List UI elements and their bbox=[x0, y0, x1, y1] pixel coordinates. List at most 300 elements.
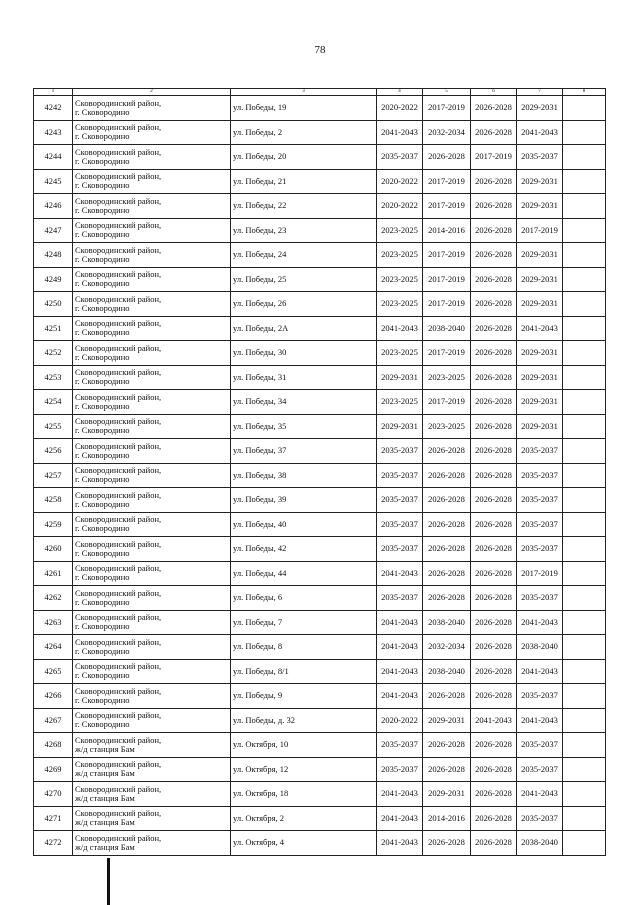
address-cell: ул. Победы, 34 bbox=[231, 390, 377, 415]
period-cell-4: 2041-2043 bbox=[377, 316, 423, 341]
row-number-cell: 4268 bbox=[34, 733, 73, 758]
period-cell-5: 2026-2028 bbox=[423, 463, 471, 488]
period-cell-4: 2041-2043 bbox=[377, 806, 423, 831]
period-cell-5: 2017-2019 bbox=[423, 341, 471, 366]
notes-cell bbox=[563, 365, 606, 390]
period-cell-5: 2026-2028 bbox=[423, 586, 471, 611]
row-number-cell: 4261 bbox=[34, 561, 73, 586]
period-cell-5: 2026-2028 bbox=[423, 684, 471, 709]
location-cell bbox=[73, 635, 231, 660]
notes-cell bbox=[563, 316, 606, 341]
row-number-cell: 4259 bbox=[34, 512, 73, 537]
period-cell-7: 2029-2031 bbox=[517, 390, 563, 415]
district-text: Сковородинский район, bbox=[75, 318, 162, 329]
settlement-text: г. Сковородино bbox=[75, 155, 130, 166]
column-header: 3 bbox=[231, 89, 377, 96]
district-text: Сковородинский район, bbox=[75, 661, 162, 672]
period-cell-5: 2026-2028 bbox=[423, 831, 471, 856]
table-row bbox=[34, 414, 606, 439]
address-cell: ул. Победы, 24 bbox=[231, 243, 377, 268]
location-cell bbox=[73, 561, 231, 586]
location-cell bbox=[73, 96, 231, 121]
period-cell-4: 2035-2037 bbox=[377, 537, 423, 562]
period-cell-4: 2041-2043 bbox=[377, 120, 423, 145]
table-row bbox=[34, 365, 606, 390]
period-cell-6: 2026-2028 bbox=[471, 341, 517, 366]
period-cell-4: 2029-2031 bbox=[377, 414, 423, 439]
notes-cell bbox=[563, 610, 606, 635]
period-cell-5: 2017-2019 bbox=[423, 169, 471, 194]
address-cell: ул. Октября, 18 bbox=[231, 782, 377, 807]
period-cell-4: 2023-2025 bbox=[377, 267, 423, 292]
period-cell-5: 2026-2028 bbox=[423, 512, 471, 537]
row-number-cell: 4271 bbox=[34, 806, 73, 831]
settlement-text: г. Сковородино bbox=[75, 523, 130, 534]
period-cell-5: 2026-2028 bbox=[423, 439, 471, 464]
period-cell-5: 2017-2019 bbox=[423, 267, 471, 292]
address-cell: ул. Победы, 21 bbox=[231, 169, 377, 194]
row-number-cell: 4267 bbox=[34, 708, 73, 733]
period-cell-7: 2041-2043 bbox=[517, 316, 563, 341]
period-cell-7: 2029-2031 bbox=[517, 414, 563, 439]
period-cell-7: 2041-2043 bbox=[517, 708, 563, 733]
row-number-cell: 4254 bbox=[34, 390, 73, 415]
row-number-cell: 4245 bbox=[34, 169, 73, 194]
row-number-cell: 4255 bbox=[34, 414, 73, 439]
period-cell-5: 2017-2019 bbox=[423, 96, 471, 121]
district-text: Сковородинский район, bbox=[75, 636, 162, 647]
location-cell bbox=[73, 708, 231, 733]
page-number: 78 bbox=[314, 44, 326, 56]
table-row bbox=[34, 831, 606, 856]
location-cell bbox=[73, 733, 231, 758]
row-number-cell: 4260 bbox=[34, 537, 73, 562]
table-row bbox=[34, 488, 606, 513]
district-text: Сковородинский район, bbox=[75, 734, 162, 745]
address-cell: ул. Победы, 40 bbox=[231, 512, 377, 537]
period-cell-4: 2029-2031 bbox=[377, 365, 423, 390]
table-row bbox=[34, 708, 606, 733]
period-cell-6: 2017-2019 bbox=[471, 145, 517, 170]
period-cell-4: 2041-2043 bbox=[377, 561, 423, 586]
period-cell-5: 2038-2040 bbox=[423, 316, 471, 341]
notes-cell bbox=[563, 218, 606, 243]
period-cell-7: 2035-2037 bbox=[517, 439, 563, 464]
location-cell bbox=[73, 463, 231, 488]
district-text: Сковородинский район, bbox=[75, 685, 162, 696]
column-header: 4 bbox=[377, 89, 423, 96]
notes-cell bbox=[563, 341, 606, 366]
period-cell-7: 2035-2037 bbox=[517, 757, 563, 782]
period-cell-6: 2026-2028 bbox=[471, 292, 517, 317]
notes-cell bbox=[563, 806, 606, 831]
table-row bbox=[34, 316, 606, 341]
settlement-text: ж/д станция Бам bbox=[75, 768, 135, 779]
address-cell: ул. Победы, 23 bbox=[231, 218, 377, 243]
settlement-text: г. Сковородино bbox=[75, 425, 130, 436]
district-text: Сковородинский район, bbox=[75, 538, 162, 549]
district-text: Сковородинский район, bbox=[75, 171, 162, 182]
table-row bbox=[34, 757, 606, 782]
period-cell-4: 2041-2043 bbox=[377, 782, 423, 807]
address-cell: ул. Победы, 19 bbox=[231, 96, 377, 121]
settlement-text: г. Сковородино bbox=[75, 351, 130, 362]
table-row bbox=[34, 561, 606, 586]
address-cell: ул. Победы, 2А bbox=[231, 316, 377, 341]
period-cell-4: 2035-2037 bbox=[377, 145, 423, 170]
location-cell bbox=[73, 831, 231, 856]
period-cell-7: 2035-2037 bbox=[517, 145, 563, 170]
notes-cell bbox=[563, 439, 606, 464]
period-cell-5: 2038-2040 bbox=[423, 610, 471, 635]
notes-cell bbox=[563, 586, 606, 611]
location-cell bbox=[73, 316, 231, 341]
period-cell-5: 2038-2040 bbox=[423, 659, 471, 684]
district-text: Сковородинский район, bbox=[75, 759, 162, 770]
address-cell: ул. Победы, 7 bbox=[231, 610, 377, 635]
period-cell-7: 2029-2031 bbox=[517, 292, 563, 317]
period-cell-7: 2035-2037 bbox=[517, 537, 563, 562]
period-cell-6: 2026-2028 bbox=[471, 586, 517, 611]
settlement-text: г. Сковородино bbox=[75, 474, 130, 485]
column-header: 6 bbox=[471, 89, 517, 96]
period-cell-4: 2041-2043 bbox=[377, 831, 423, 856]
period-cell-6: 2026-2028 bbox=[471, 120, 517, 145]
district-text: Сковородинский район, bbox=[75, 391, 162, 402]
period-cell-4: 2020-2022 bbox=[377, 96, 423, 121]
settlement-text: г. Сковородино bbox=[75, 719, 130, 730]
settlement-text: г. Сковородино bbox=[75, 229, 130, 240]
address-cell: ул. Победы, 20 bbox=[231, 145, 377, 170]
settlement-text: г. Сковородино bbox=[75, 278, 130, 289]
row-number-cell: 4263 bbox=[34, 610, 73, 635]
period-cell-4: 2020-2022 bbox=[377, 708, 423, 733]
table-row bbox=[34, 243, 606, 268]
location-cell bbox=[73, 782, 231, 807]
period-cell-6: 2026-2028 bbox=[471, 414, 517, 439]
notes-cell bbox=[563, 488, 606, 513]
period-cell-6: 2026-2028 bbox=[471, 194, 517, 219]
settlement-text: г. Сковородино bbox=[75, 694, 130, 705]
period-cell-4: 2023-2025 bbox=[377, 341, 423, 366]
period-cell-7: 2035-2037 bbox=[517, 733, 563, 758]
address-cell: ул. Победы, 39 bbox=[231, 488, 377, 513]
period-cell-7: 2035-2037 bbox=[517, 488, 563, 513]
period-cell-7: 2035-2037 bbox=[517, 684, 563, 709]
district-text: Сковородинский район, bbox=[75, 220, 162, 231]
settlement-text: ж/д станция Бам bbox=[75, 841, 135, 852]
notes-cell bbox=[563, 267, 606, 292]
period-cell-7: 2017-2019 bbox=[517, 218, 563, 243]
settlement-text: г. Сковородино bbox=[75, 498, 130, 509]
period-cell-4: 2035-2037 bbox=[377, 463, 423, 488]
location-cell bbox=[73, 684, 231, 709]
table-row bbox=[34, 341, 606, 366]
district-text: Сковородинский район, bbox=[75, 342, 162, 353]
table-header bbox=[34, 89, 606, 96]
row-number-cell: 4258 bbox=[34, 488, 73, 513]
district-text: Сковородинский район, bbox=[75, 465, 162, 476]
period-cell-6: 2026-2028 bbox=[471, 365, 517, 390]
column-header: 7 bbox=[517, 89, 563, 96]
housing-registry-table bbox=[33, 88, 606, 856]
notes-cell bbox=[563, 635, 606, 660]
settlement-text: г. Сковородино bbox=[75, 204, 130, 215]
table-row bbox=[34, 120, 606, 145]
period-cell-7: 2041-2043 bbox=[517, 610, 563, 635]
location-cell bbox=[73, 390, 231, 415]
period-cell-6: 2026-2028 bbox=[471, 757, 517, 782]
period-cell-7: 2035-2037 bbox=[517, 586, 563, 611]
settlement-text: г. Сковородино bbox=[75, 449, 130, 460]
settlement-text: г. Сковородино bbox=[75, 302, 130, 313]
row-number-cell: 4244 bbox=[34, 145, 73, 170]
notes-cell bbox=[563, 120, 606, 145]
period-cell-6: 2026-2028 bbox=[471, 267, 517, 292]
address-cell: ул. Победы, 25 bbox=[231, 267, 377, 292]
period-cell-6: 2026-2028 bbox=[471, 218, 517, 243]
district-text: Сковородинский район, bbox=[75, 97, 162, 108]
address-cell: ул. Победы, 42 bbox=[231, 537, 377, 562]
period-cell-7: 2038-2040 bbox=[517, 635, 563, 660]
table-row bbox=[34, 635, 606, 660]
table-row bbox=[34, 145, 606, 170]
table-row bbox=[34, 733, 606, 758]
district-text: Сковородинский район, bbox=[75, 440, 162, 451]
period-cell-4: 2041-2043 bbox=[377, 610, 423, 635]
period-cell-4: 2023-2025 bbox=[377, 292, 423, 317]
address-cell: ул. Победы, 35 bbox=[231, 414, 377, 439]
settlement-text: г. Сковородино bbox=[75, 400, 130, 411]
period-cell-6: 2026-2028 bbox=[471, 659, 517, 684]
table-row bbox=[34, 537, 606, 562]
period-cell-5: 2032-2034 bbox=[423, 635, 471, 660]
table-row bbox=[34, 96, 606, 121]
settlement-text: г. Сковородино bbox=[75, 572, 130, 583]
district-text: Сковородинский район, bbox=[75, 146, 162, 157]
period-cell-7: 2035-2037 bbox=[517, 463, 563, 488]
location-cell bbox=[73, 512, 231, 537]
period-cell-6: 2026-2028 bbox=[471, 831, 517, 856]
period-cell-6: 2026-2028 bbox=[471, 806, 517, 831]
period-cell-6: 2026-2028 bbox=[471, 635, 517, 660]
location-cell bbox=[73, 341, 231, 366]
settlement-text: г. Сковородино bbox=[75, 596, 130, 607]
address-cell: ул. Победы, 31 bbox=[231, 365, 377, 390]
table-row bbox=[34, 390, 606, 415]
address-cell: ул. Победы, 2 bbox=[231, 120, 377, 145]
location-cell bbox=[73, 488, 231, 513]
district-text: Сковородинский район, bbox=[75, 416, 162, 427]
address-cell: ул. Победы, 8/1 bbox=[231, 659, 377, 684]
district-text: Сковородинский район, bbox=[75, 489, 162, 500]
period-cell-6: 2026-2028 bbox=[471, 96, 517, 121]
period-cell-4: 2023-2025 bbox=[377, 218, 423, 243]
address-cell: ул. Победы, 8 bbox=[231, 635, 377, 660]
period-cell-7: 2041-2043 bbox=[517, 659, 563, 684]
address-cell: ул. Победы, 37 bbox=[231, 439, 377, 464]
period-cell-4: 2035-2037 bbox=[377, 733, 423, 758]
location-cell bbox=[73, 439, 231, 464]
period-cell-7: 2029-2031 bbox=[517, 365, 563, 390]
period-cell-6: 2026-2028 bbox=[471, 463, 517, 488]
row-number-cell: 4249 bbox=[34, 267, 73, 292]
notes-cell bbox=[563, 831, 606, 856]
location-cell bbox=[73, 267, 231, 292]
period-cell-7: 2029-2031 bbox=[517, 96, 563, 121]
location-cell bbox=[73, 659, 231, 684]
table-row bbox=[34, 610, 606, 635]
table-row bbox=[34, 194, 606, 219]
period-cell-5: 2014-2016 bbox=[423, 806, 471, 831]
row-number-cell: 4247 bbox=[34, 218, 73, 243]
row-number-cell: 4269 bbox=[34, 757, 73, 782]
period-cell-7: 2029-2031 bbox=[517, 341, 563, 366]
period-cell-5: 2017-2019 bbox=[423, 194, 471, 219]
settlement-text: г. Сковородино bbox=[75, 621, 130, 632]
district-text: Сковородинский район, bbox=[75, 587, 162, 598]
district-text: Сковородинский район, bbox=[75, 244, 162, 255]
address-cell: ул. Октября, 2 bbox=[231, 806, 377, 831]
period-cell-4: 2041-2043 bbox=[377, 659, 423, 684]
period-cell-7: 2035-2037 bbox=[517, 806, 563, 831]
period-cell-5: 2014-2016 bbox=[423, 218, 471, 243]
location-cell bbox=[73, 610, 231, 635]
location-cell bbox=[73, 414, 231, 439]
period-cell-5: 2032-2034 bbox=[423, 120, 471, 145]
period-cell-7: 2038-2040 bbox=[517, 831, 563, 856]
period-cell-7: 2041-2043 bbox=[517, 120, 563, 145]
row-number-cell: 4250 bbox=[34, 292, 73, 317]
period-cell-4: 2035-2037 bbox=[377, 586, 423, 611]
location-cell bbox=[73, 537, 231, 562]
period-cell-4: 2041-2043 bbox=[377, 635, 423, 660]
address-cell: ул. Октября, 4 bbox=[231, 831, 377, 856]
table-row bbox=[34, 439, 606, 464]
location-cell bbox=[73, 145, 231, 170]
period-cell-6: 2026-2028 bbox=[471, 439, 517, 464]
period-cell-6: 2026-2028 bbox=[471, 488, 517, 513]
row-number-cell: 4252 bbox=[34, 341, 73, 366]
period-cell-4: 2020-2022 bbox=[377, 194, 423, 219]
column-header: 2 bbox=[73, 89, 231, 96]
period-cell-4: 2041-2043 bbox=[377, 684, 423, 709]
row-number-cell: 4256 bbox=[34, 439, 73, 464]
period-cell-4: 2020-2022 bbox=[377, 169, 423, 194]
period-cell-5: 2026-2028 bbox=[423, 537, 471, 562]
notes-cell bbox=[563, 659, 606, 684]
period-cell-6: 2026-2028 bbox=[471, 733, 517, 758]
period-cell-5: 2029-2031 bbox=[423, 708, 471, 733]
address-cell: ул. Победы, д. 32 bbox=[231, 708, 377, 733]
notes-cell bbox=[563, 96, 606, 121]
period-cell-6: 2026-2028 bbox=[471, 561, 517, 586]
settlement-text: г. Сковородино bbox=[75, 106, 130, 117]
location-cell bbox=[73, 757, 231, 782]
period-cell-5: 2026-2028 bbox=[423, 561, 471, 586]
district-text: Сковородинский район, bbox=[75, 269, 162, 280]
period-cell-5: 2017-2019 bbox=[423, 243, 471, 268]
address-cell: ул. Победы, 30 bbox=[231, 341, 377, 366]
period-cell-4: 2023-2025 bbox=[377, 390, 423, 415]
notes-cell bbox=[563, 537, 606, 562]
notes-cell bbox=[563, 145, 606, 170]
settlement-text: г. Сковородино bbox=[75, 253, 130, 264]
period-cell-6: 2026-2028 bbox=[471, 316, 517, 341]
period-cell-7: 2029-2031 bbox=[517, 267, 563, 292]
period-cell-6: 2026-2028 bbox=[471, 610, 517, 635]
notes-cell bbox=[563, 194, 606, 219]
period-cell-7: 2029-2031 bbox=[517, 169, 563, 194]
notes-cell bbox=[563, 561, 606, 586]
location-cell bbox=[73, 194, 231, 219]
table-row bbox=[34, 218, 606, 243]
table-row bbox=[34, 659, 606, 684]
settlement-text: г. Сковородино bbox=[75, 670, 130, 681]
row-number-cell: 4253 bbox=[34, 365, 73, 390]
period-cell-5: 2023-2025 bbox=[423, 414, 471, 439]
settlement-text: г. Сковородино bbox=[75, 547, 130, 558]
district-text: Сковородинский район, bbox=[75, 808, 162, 819]
notes-cell bbox=[563, 414, 606, 439]
district-text: Сковородинский район, bbox=[75, 367, 162, 378]
address-cell: ул. Победы, 9 bbox=[231, 684, 377, 709]
district-text: Сковородинский район, bbox=[75, 612, 162, 623]
settlement-text: г. Сковородино bbox=[75, 131, 130, 142]
row-number-cell: 4246 bbox=[34, 194, 73, 219]
period-cell-4: 2035-2037 bbox=[377, 512, 423, 537]
row-number-cell: 4251 bbox=[34, 316, 73, 341]
district-text: Сковородинский район, bbox=[75, 710, 162, 721]
row-number-cell: 4262 bbox=[34, 586, 73, 611]
period-cell-5: 2023-2025 bbox=[423, 365, 471, 390]
location-cell bbox=[73, 120, 231, 145]
period-cell-5: 2026-2028 bbox=[423, 488, 471, 513]
notes-cell bbox=[563, 169, 606, 194]
settlement-text: ж/д станция Бам bbox=[75, 817, 135, 828]
period-cell-4: 2035-2037 bbox=[377, 757, 423, 782]
column-header: 1 bbox=[34, 89, 73, 96]
table-row bbox=[34, 292, 606, 317]
period-cell-4: 2035-2037 bbox=[377, 439, 423, 464]
notes-cell bbox=[563, 684, 606, 709]
location-cell bbox=[73, 806, 231, 831]
row-number-cell: 4257 bbox=[34, 463, 73, 488]
notes-cell bbox=[563, 292, 606, 317]
row-number-cell: 4264 bbox=[34, 635, 73, 660]
table-row bbox=[34, 586, 606, 611]
notes-cell bbox=[563, 708, 606, 733]
district-text: Сковородинский район, bbox=[75, 832, 162, 843]
address-cell: ул. Победы, 26 bbox=[231, 292, 377, 317]
settlement-text: ж/д станция Бам bbox=[75, 792, 135, 803]
period-cell-7: 2035-2037 bbox=[517, 512, 563, 537]
binding-mark bbox=[107, 858, 110, 905]
settlement-text: г. Сковородино bbox=[75, 376, 130, 387]
period-cell-6: 2026-2028 bbox=[471, 782, 517, 807]
location-cell bbox=[73, 169, 231, 194]
table-row bbox=[34, 267, 606, 292]
row-number-cell: 4243 bbox=[34, 120, 73, 145]
district-text: Сковородинский район, bbox=[75, 563, 162, 574]
location-cell bbox=[73, 218, 231, 243]
notes-cell bbox=[563, 463, 606, 488]
row-number-cell: 4266 bbox=[34, 684, 73, 709]
period-cell-7: 2029-2031 bbox=[517, 243, 563, 268]
notes-cell bbox=[563, 782, 606, 807]
period-cell-6: 2026-2028 bbox=[471, 512, 517, 537]
column-number-row bbox=[34, 89, 606, 96]
